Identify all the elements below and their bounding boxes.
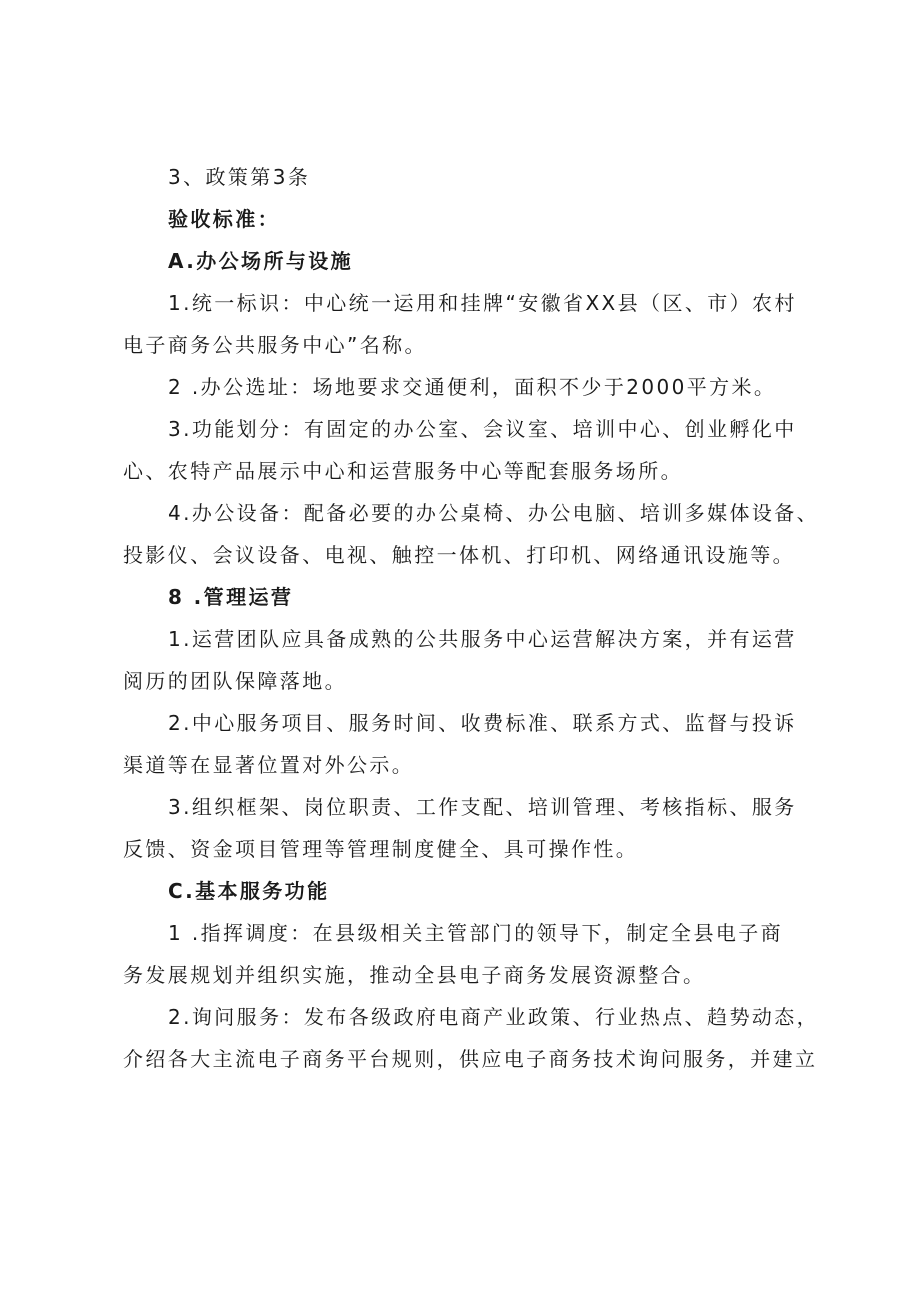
section-b-heading: 8 .管理运营 [168, 585, 294, 609]
paragraph-line: 务发展规划并组织实施，推动全县电子商务发展资源整合。 [123, 963, 706, 987]
paragraph-line: 介绍各大主流电子商务平台规则，供应电子商务技术询问服务，并建立 [123, 1047, 818, 1071]
paragraph-line: 2.中心服务项目、服务时间、收费标准、联系方式、监督与投诉 [168, 711, 797, 735]
paragraph-line: 4.办公设备：配备必要的办公桌椅、办公电脑、培训多媒体设备、 [168, 501, 820, 525]
paragraph-line: 渠道等在显著位置对外公示。 [123, 753, 415, 777]
paragraph-line: 反馈、资金项目管理等管理制度健全、具可操作性。 [123, 837, 639, 861]
paragraph-line: 1.运营团队应具备成熟的公共服务中心运营解决方案，并有运营 [168, 627, 797, 651]
paragraph-line: 投影仪、会议设备、电视、触控一体机、打印机、网络通讯设施等。 [123, 543, 795, 567]
acceptance-heading: 验收标准： [168, 207, 280, 231]
paragraph-line: 3.组织框架、岗位职责、工作支配、培训管理、考核指标、服务 [168, 795, 797, 819]
paragraph-line: 1.统一标识：中心统一运用和挂牌“安徽省XX县（区、市）农村 [168, 291, 797, 315]
paragraph-line: 阅历的团队保障落地。 [123, 669, 347, 693]
paragraph-line: 心、农特产品展示中心和运营服务中心等配套服务场所。 [123, 459, 683, 483]
paragraph-line: 电子商务公共服务中心”名称。 [123, 333, 427, 357]
section-a-heading: A.办公场所与设施 [168, 249, 354, 273]
paragraph-line: 3.功能划分：有固定的办公室、会议室、培训中心、创业孵化中 [168, 417, 797, 441]
paragraph-line: 2.询问服务：发布各级政府电商产业政策、行业热点、趋势动态， [168, 1005, 820, 1029]
paragraph-line: 1 .指挥调度：在县级相关主管部门的领导下，制定全县电子商 [168, 921, 784, 945]
section-line: 3、政策第3条 [168, 165, 311, 189]
document-body [123, 156, 820, 1080]
section-c-heading: C.基本服务功能 [168, 879, 330, 903]
paragraph-line: 2 .办公选址：场地要求交通便利，面积不少于2000平方米。 [168, 375, 777, 399]
